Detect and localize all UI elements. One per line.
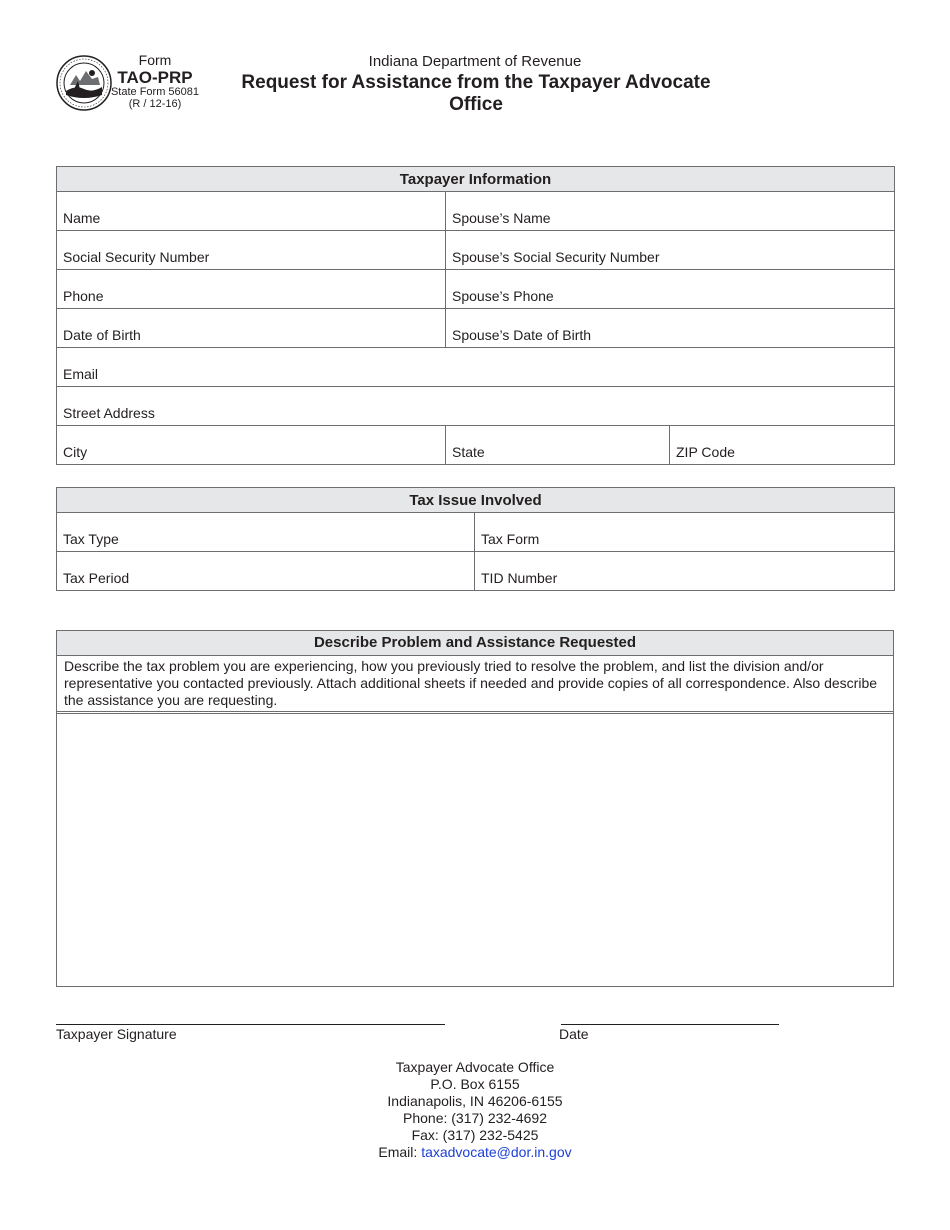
zip-field[interactable]: ZIP Code [670, 426, 895, 465]
signature-line[interactable] [56, 1024, 445, 1025]
office-fax: Fax: (317) 232-5425 [411, 1127, 539, 1143]
taxpayer-information-heading: Taxpayer Information [57, 167, 895, 192]
office-email-line [275, 1144, 675, 1161]
revision-date: (R / 12-16) [128, 98, 182, 110]
page-title: Request for Assistance from the Taxpayer Advocate Office [241, 72, 711, 115]
problem-description-area[interactable] [56, 711, 894, 987]
date-line[interactable] [561, 1024, 779, 1025]
office-city: Indianapolis, IN 46206-6155 [387, 1093, 563, 1109]
form-id: TAO-PRP [117, 68, 193, 87]
state-field[interactable]: State [446, 426, 670, 465]
street-address-field[interactable]: Street Address [57, 387, 895, 426]
taxpayer-information-table [56, 166, 895, 465]
office-contact-block [275, 1059, 675, 1161]
problem-instructions: Describe the tax problem you are experiencing, how you previously tried to resolve the problem, and list the division and/or representative you contacted previously. Attach additional sheets if needed and provide copies of all correspondence. Also describe the assistance you are requesting. [56, 655, 894, 714]
tax-issue-heading: Tax Issue Involved [57, 488, 895, 513]
tax-issue-table [56, 487, 895, 591]
dob-field[interactable]: Date of Birth [57, 309, 446, 348]
problem-heading: Describe Problem and Assistance Requested [56, 630, 894, 656]
taxpayer-signature-label: Taxpayer Signature [56, 1026, 177, 1042]
email-label: Email: [378, 1144, 418, 1160]
form-word: Form [138, 52, 172, 68]
tax-type-field[interactable]: Tax Type [57, 513, 475, 552]
indiana-state-seal-icon [56, 55, 112, 111]
office-name: Taxpayer Advocate Office [395, 1059, 555, 1075]
tax-form-field[interactable]: Tax Form [475, 513, 895, 552]
office-phone: Phone: (317) 232-4692 [403, 1110, 547, 1126]
tid-number-field[interactable]: TID Number [475, 552, 895, 591]
spouse-name-field[interactable]: Spouse’s Name [446, 192, 895, 231]
phone-field[interactable]: Phone [57, 270, 446, 309]
email-link[interactable]: taxadvocate@dor.in.gov [421, 1144, 572, 1160]
spouse-ssn-field[interactable]: Spouse’s Social Security Number [446, 231, 895, 270]
date-label: Date [559, 1026, 589, 1042]
form-identifier [108, 53, 202, 110]
spouse-phone-field[interactable]: Spouse’s Phone [446, 270, 895, 309]
state-form-number: State Form 56081 [110, 86, 200, 98]
city-field[interactable]: City [57, 426, 446, 465]
department-name: Indiana Department of Revenue [368, 53, 582, 70]
po-box: P.O. Box 6155 [430, 1076, 520, 1092]
ssn-field[interactable]: Social Security Number [57, 231, 446, 270]
spouse-dob-field[interactable]: Spouse’s Date of Birth [446, 309, 895, 348]
name-field[interactable]: Name [57, 192, 446, 231]
tax-period-field[interactable]: Tax Period [57, 552, 475, 591]
email-field[interactable]: Email [57, 348, 895, 387]
